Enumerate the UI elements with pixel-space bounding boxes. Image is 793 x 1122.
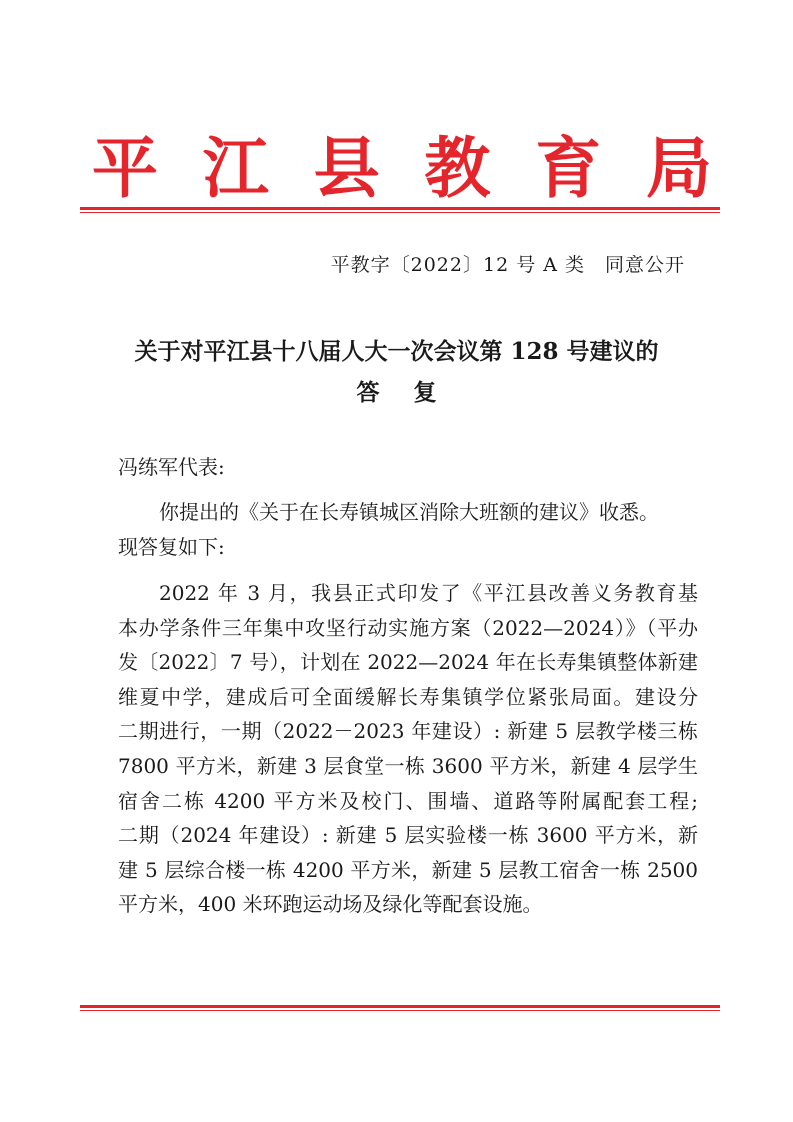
paragraph-2	[118, 576, 698, 922]
paragraph-line: 你提出的《关于在长寿镇城区消除大班额的建议》收悉。	[159, 500, 659, 524]
paragraph-line: 二期进行，一期（2022－2023 年建设）: 新建 5 层教学楼三栋	[118, 719, 698, 744]
paragraph-line: 平方米，400 米环跑运动场及绿化等配套设施。	[118, 892, 543, 917]
document-number: 平教字〔2022〕12 号 A 类 同意公开	[330, 254, 685, 276]
paragraph-line: 7800 平方米，新建 3 层食堂一栋 3600 平方米，新建 4 层学生	[118, 753, 698, 778]
letterhead-char: 局	[645, 129, 712, 207]
paragraph-line: 维夏中学，建成后可全面缓解长寿集镇学位紧张局面。建设分	[118, 684, 698, 709]
letterhead-char: 教	[424, 129, 491, 207]
paragraph-line: 现答复如下:	[118, 534, 225, 559]
paragraph-1	[118, 495, 698, 564]
footer-red-rule-thin	[80, 1010, 720, 1011]
footer-red-rule-thick	[80, 1005, 720, 1008]
header-red-rule-thin	[80, 212, 720, 213]
paragraph-line: 发〔2022〕7 号），计划在 2022—2024 年在长寿集镇整体新建	[118, 650, 698, 675]
letterhead-char: 江	[202, 129, 269, 207]
document-title-line1: 关于对平江县十八届人大一次会议第 128 号建议的	[134, 338, 659, 365]
letterhead-char: 县	[313, 129, 380, 207]
paragraph-line: 二期（2024 年建设）: 新建 5 层实验楼一栋 3600 平方米，新	[118, 823, 698, 848]
letterhead-char: 平	[92, 129, 158, 207]
paragraph-line: 2022 年 3 月，我县正式印发了《平江县改善义务教育基	[159, 581, 698, 605]
document-title-line2: 答复	[356, 379, 471, 406]
salutation: 冯练军代表:	[118, 455, 225, 479]
header-red-rule-thick	[80, 207, 720, 210]
paragraph-line: 本办学条件三年集中攻坚行动实施方案（2022—2024）》（平办	[118, 615, 698, 640]
letterhead-char: 育	[535, 129, 602, 207]
letterhead-title	[92, 128, 712, 208]
paragraph-line: 宿舍二栋 4200 平方米及校门、围墙、道路等附属配套工程;	[118, 788, 698, 813]
paragraph-line: 建 5 层综合楼一栋 4200 平方米，新建 5 层教工宿舍一栋 2500	[118, 857, 698, 882]
